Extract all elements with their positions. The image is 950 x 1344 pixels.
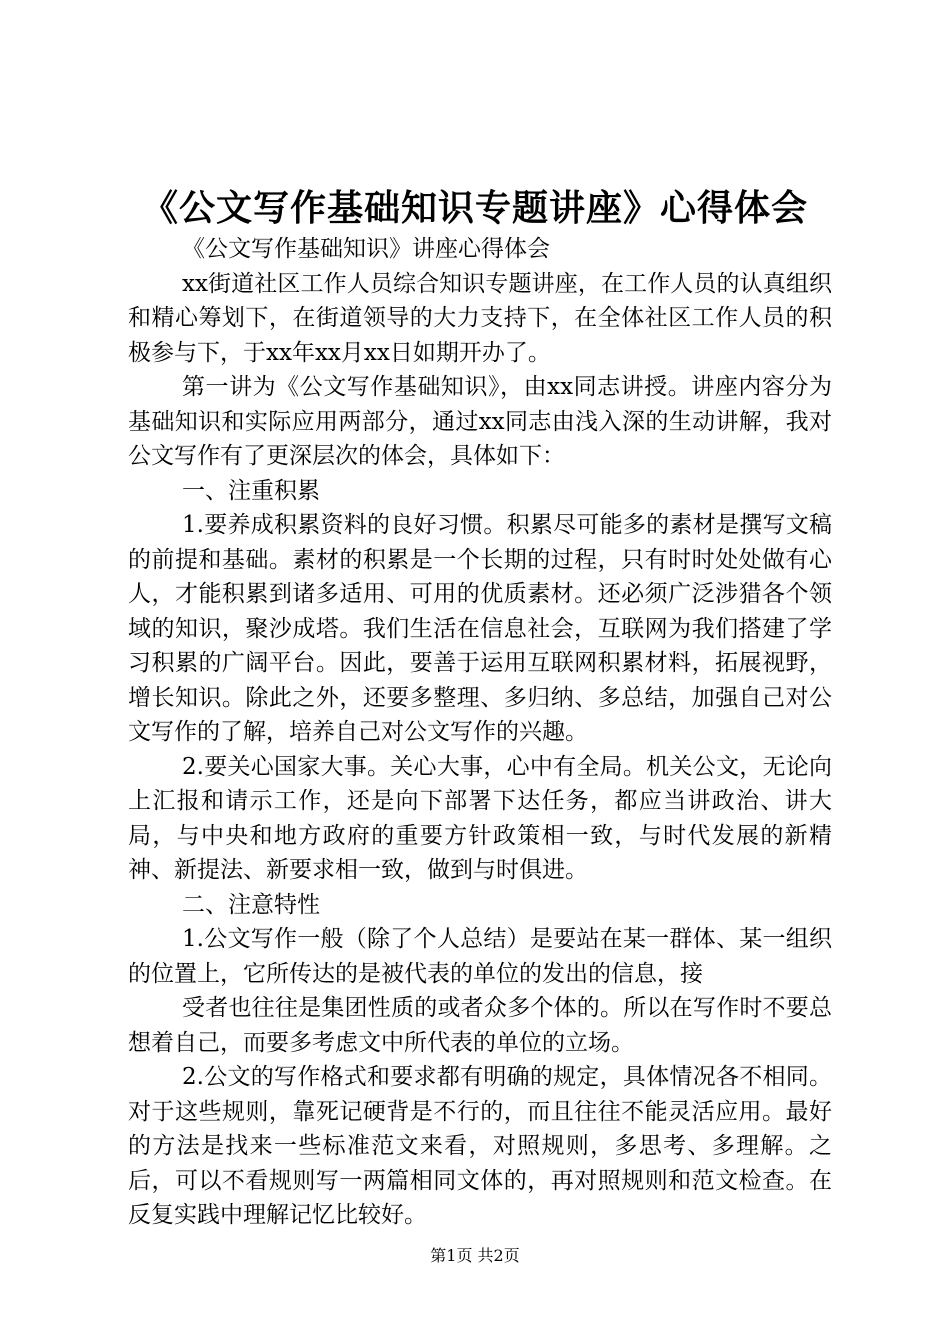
page-footer: 第1页 共2页 [430, 1246, 520, 1265]
lecture-paragraph: 第一讲为《公文写作基础知识》，由xx同志讲授。讲座内容分为基础知识和实际应用两部分，通过xx同志由浅入深的生动讲解，我对公文写作有了更深层次的体会，具体如下： [128, 374, 832, 469]
intro-paragraph: xx街道社区工作人员综合知识专题讲座，在工作人员的认真组织和精心筹划下，在街道领导的大力支持下，在全体社区工作人员的积极参与下，于xx年xx月xx日如期开办了。 [128, 270, 832, 366]
point-1-1-paragraph: 1.要养成积累资料的良好习惯。积累尽可能多的素材是撰写文稿的前提和基础。素材的积累是一个长期的过程，只有时时处处做有心人，才能积累到诸多适用、可用的优质素材。还必须广泛涉猎各个领域的知识，聚沙成塔。我们生活在信息社会，互联网为我们搭建了学习积累的广阔平台。因此，要善于运用互联网积累材料，拓展视野，增长知识。除此之外，还要多整理、多归纳、多总结，加强自己对公文写作的了解，培养自己对公文写作的兴趣。 [128, 512, 832, 745]
document-title: 《公文写作基础知识专题讲座》心得体会 [141, 187, 808, 229]
point-2-1-paragraph: 1.公文写作一般（除了个人总结）是要站在某一群体、某一组织的位置上，它所传达的是被代表的单位的发出的信息，接 [128, 926, 832, 987]
section-heading-2: 二、注意特性 [182, 891, 320, 918]
point-2-1-continued-paragraph: 受者也往往是集团性质的或者众多个体的。所以在写作时不要总想着自己，而要多考虑文中所代表的单位的立场。 [128, 995, 832, 1056]
point-1-2-paragraph: 2.要关心国家大事。关心大事，心中有全局。机关公文，无论向上汇报和请示工作，还是向下部署下达任务，都应当讲政治、讲大局，与中央和地方政府的重要方针政策相一致，与时代发展的新精神、新提法、新要求相一致，做到与时俱进。 [128, 753, 832, 883]
subtitle-paragraph: 《公文写作基础知识》讲座心得体会 [182, 236, 550, 262]
section-heading-1: 一、注重积累 [182, 477, 320, 504]
document-body [128, 232, 832, 1233]
point-2-2-paragraph: 2.公文的写作格式和要求都有明确的规定，具体情况各不相同。对于这些规则，靠死记硬背是不行的，而且往往不能灵活应用。最好的方法是找来一些标准范文来看，对照规则，多思考、多理解。之后，可以不看规则写一两篇相同文体的，再对照规则和范文检查。在反复实践中理解记忆比较好。 [128, 1064, 832, 1228]
